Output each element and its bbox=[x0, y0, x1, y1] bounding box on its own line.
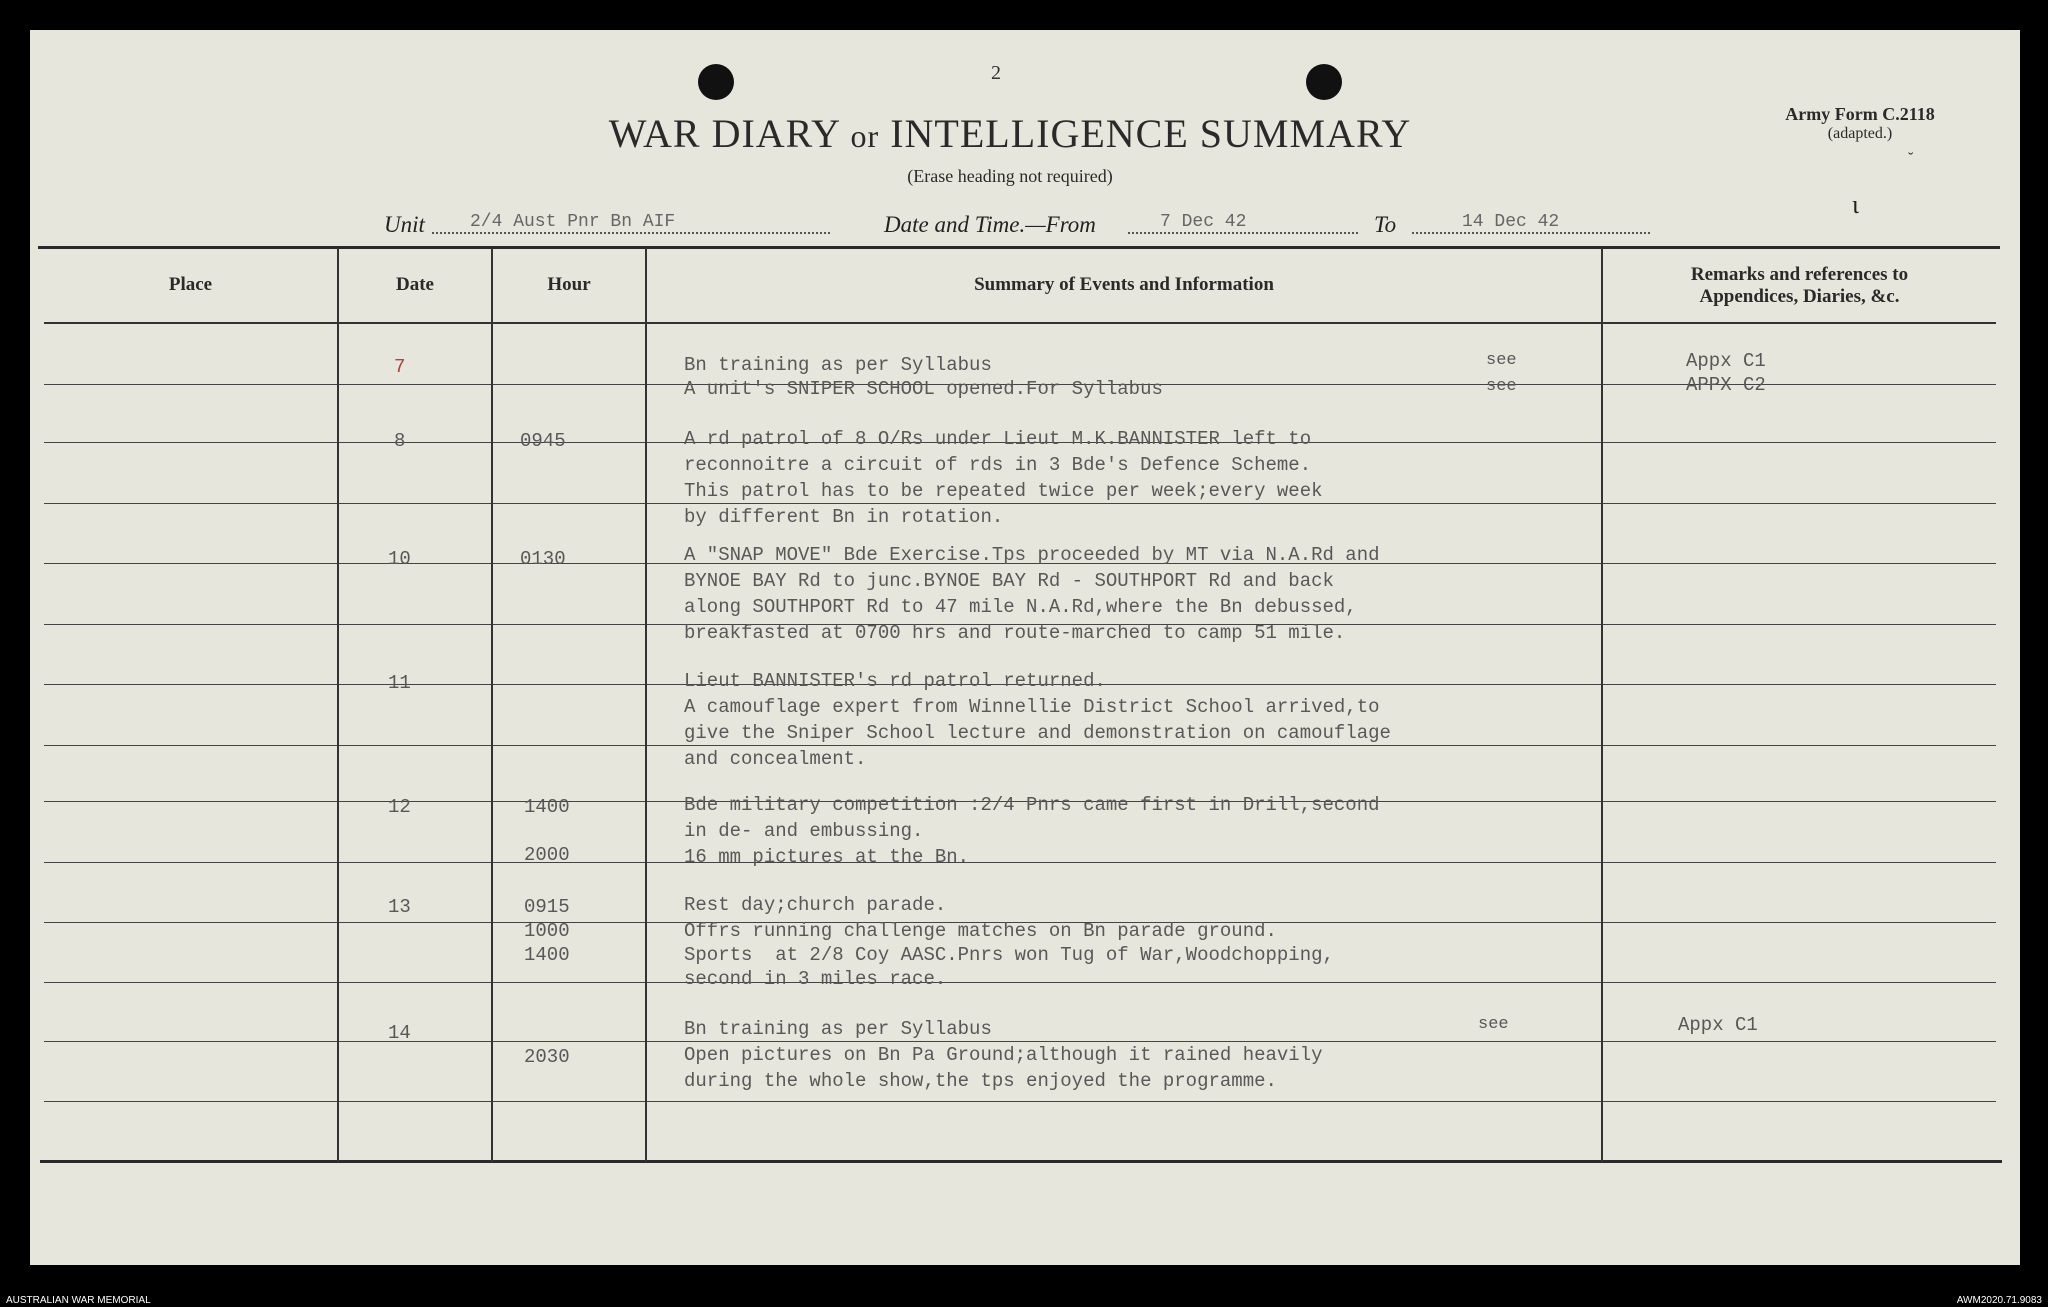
entry-line: A camouflage expert from Winnellie District School arrived,to bbox=[684, 696, 1380, 718]
col-header-date: Date bbox=[396, 274, 434, 295]
remarks-appx: Appx C1 bbox=[1686, 350, 1766, 372]
entry-hour: 2030 bbox=[524, 1046, 570, 1068]
from-dotted-line bbox=[1128, 232, 1358, 234]
entry-line: and concealment. bbox=[684, 748, 867, 770]
entry-line: Open pictures on Bn Pa Ground;although it rained heavily bbox=[684, 1044, 1323, 1066]
entry-line: Offrs running challenge matches on Bn parade ground. bbox=[684, 920, 1277, 942]
entry-line: in de- and embussing. bbox=[684, 820, 924, 842]
unit-dotted-line bbox=[432, 232, 830, 234]
entry-date: 13 bbox=[388, 896, 411, 918]
entry-hour: 0915 bbox=[524, 896, 570, 918]
entry-line: give the Sniper School lecture and demonstration on camouflage bbox=[684, 722, 1391, 744]
punch-hole-right bbox=[1306, 64, 1342, 100]
col-header-remarks-line1: Remarks and references to bbox=[1690, 264, 1909, 285]
to-value: 14 Dec 42 bbox=[1462, 212, 1560, 232]
entry-line: Bn training as per Syllabus bbox=[684, 1018, 992, 1040]
entry-line: by different Bn in rotation. bbox=[684, 506, 1004, 528]
entry-line: reconnoitre a circuit of rds in 3 Bde's Defence Scheme. bbox=[684, 454, 1312, 476]
col-divider-place bbox=[337, 248, 339, 1162]
entry-line: Lieut BANNISTER's rd patrol returned. bbox=[684, 670, 1106, 692]
entry-line: A rd patrol of 8 O/Rs under Lieut M.K.BANNISTER left to bbox=[684, 428, 1312, 450]
entry-hour: 0130 bbox=[520, 548, 566, 570]
to-label: To bbox=[1374, 212, 1397, 237]
col-divider-hour bbox=[645, 248, 647, 1162]
col-header-hour: Hour bbox=[547, 274, 591, 295]
entry-line: Sports at 2/8 Coy AASC.Pnrs won Tug of War,Woodchopping, bbox=[684, 944, 1334, 966]
table-bottom-border bbox=[40, 1160, 2002, 1163]
entry-hour: 1400 bbox=[524, 944, 570, 966]
page-title bbox=[560, 110, 1460, 157]
unit-value: 2/4 Aust Pnr Bn AIF bbox=[470, 212, 676, 232]
entry-line: Bn training as per Syllabus bbox=[684, 354, 992, 376]
entry-date: 10 bbox=[388, 548, 411, 570]
punch-hole-left bbox=[698, 64, 734, 100]
army-form-number: Army Form C.2118 bbox=[1785, 104, 1935, 124]
ink-mark: ˘ bbox=[1908, 150, 1914, 167]
col-header-remarks bbox=[1603, 264, 1996, 308]
entry-date: 14 bbox=[388, 1022, 411, 1044]
remarks-appx: Appx C1 bbox=[1678, 1014, 1758, 1036]
entry-line: during the whole show,the tps enjoyed the programme. bbox=[684, 1070, 1277, 1092]
army-form-label bbox=[1740, 104, 1980, 144]
entry-date: 8 bbox=[394, 430, 406, 452]
col-divider-summary bbox=[1601, 248, 1603, 1162]
title-war-diary: WAR DIARY bbox=[608, 111, 840, 156]
title-intelligence-summary: INTELLIGENCE SUMMARY bbox=[890, 111, 1412, 156]
entry-line: 16 mm pictures at the Bn. bbox=[684, 846, 970, 868]
entry-hour: 2000 bbox=[524, 844, 570, 866]
to-dotted-line bbox=[1412, 232, 1650, 234]
remarks-appx: APPX C2 bbox=[1686, 374, 1766, 396]
ink-mark: ɩ bbox=[1852, 190, 1859, 219]
army-form-adapted: (adapted.) bbox=[1827, 125, 1893, 142]
see-ref: see bbox=[1486, 351, 1517, 370]
entry-line: This patrol has to be repeated twice per week;every week bbox=[684, 480, 1323, 502]
footer-accession-number: AWM2020.71.9083 bbox=[1956, 1295, 2042, 1306]
entry-date: 12 bbox=[388, 796, 411, 818]
col-header-remarks-line2: Appendices, Diaries, &c. bbox=[1699, 286, 1900, 307]
page-number: 2 bbox=[991, 62, 1001, 84]
col-divider-date bbox=[491, 248, 493, 1162]
subtitle: (Erase heading not required) bbox=[907, 166, 1113, 186]
entry-line: Rest day;church parade. bbox=[684, 894, 947, 916]
footer-source: AUSTRALIAN WAR MEMORIAL bbox=[6, 1295, 151, 1306]
entry-hour: 1000 bbox=[524, 920, 570, 942]
col-header-summary: Summary of Events and Information bbox=[974, 274, 1274, 295]
entry-date: 11 bbox=[388, 672, 411, 694]
unit-label: Unit bbox=[384, 212, 425, 237]
table-top-border bbox=[38, 246, 2000, 249]
entry-line: A "SNAP MOVE" Bde Exercise.Tps proceeded by MT via N.A.Rd and bbox=[684, 544, 1380, 566]
entry-line: along SOUTHPORT Rd to 47 mile N.A.Rd,where the Bn debussed, bbox=[684, 596, 1357, 618]
entry-line: BYNOE BAY Rd to junc.BYNOE BAY Rd - SOUTHPORT Rd and back bbox=[684, 570, 1334, 592]
entry-line: breakfasted at 0700 hrs and route-marched to camp 51 mile. bbox=[684, 622, 1346, 644]
see-ref: see bbox=[1486, 377, 1517, 396]
from-value: 7 Dec 42 bbox=[1160, 212, 1247, 232]
col-header-place: Place bbox=[168, 274, 213, 295]
see-ref: see bbox=[1478, 1015, 1509, 1034]
entry-hour: 0945 bbox=[520, 430, 566, 452]
entry-line: A unit's SNIPER SCHOOL opened.For Syllabus bbox=[684, 378, 1163, 400]
entry-line: second in 3 miles race. bbox=[684, 968, 947, 990]
date-time-label: Date and Time.—From bbox=[884, 212, 1096, 237]
entry-line: Bde military competition :2/4 Pnrs came first in Drill,second bbox=[684, 794, 1380, 816]
entry-date: 7 bbox=[394, 356, 406, 378]
entry-hour: 1400 bbox=[524, 796, 570, 818]
title-or: or bbox=[850, 118, 880, 154]
